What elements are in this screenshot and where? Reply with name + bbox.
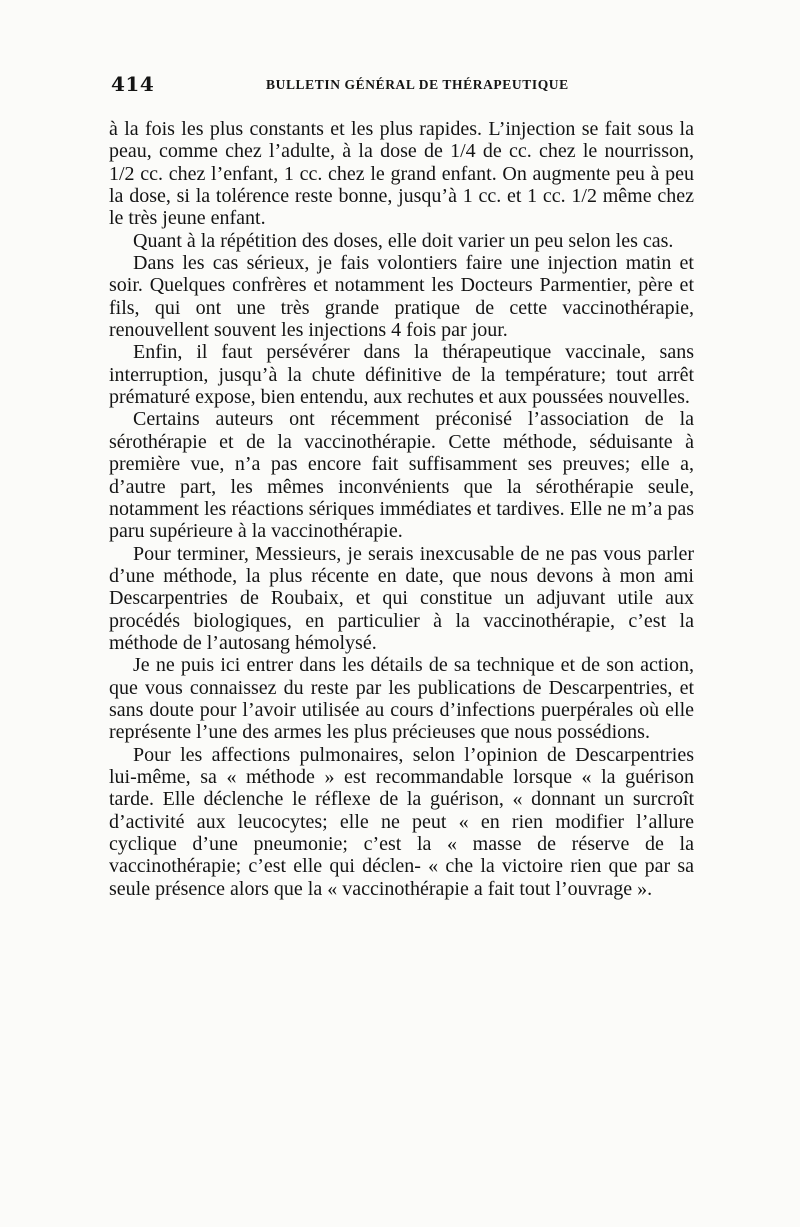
page-number: 414 [111, 72, 155, 96]
paragraph-persevere: Enfin, il faut persévérer dans la thérapeutique vaccinale, sans interruption, jusqu’à la chute définitive de la température; tout arrêt prématuré expose, bien entendu, aux rechutes et aux poussées nouvelles. [109, 341, 694, 409]
running-head [108, 72, 698, 102]
paragraph-pulmonary-affections: Pour les affections pulmonaires, selon l’opinion de Descarpentries lui-même, sa « méthode » est recommandable lorsque « la guérison tarde. Elle déclenche le réflexe de la guérison, « donnant un surcroît d’activité aux leucocytes; elle ne peut « en rien modifier l’allure cyclique d’une pneumonie; c’est la « masse de réserve de la vaccinothérapie; c’est elle qui déclen- « che la victoire rien que par sa seule présence alors que la « vaccinothérapie a fait tout l’ouvrage ». [109, 743, 694, 900]
paragraph-technique: Je ne puis ici entrer dans les détails de sa technique et de son action, que vous connaissez du reste par les publications de Descarpentries, et sans doute pour l’avoir utilisée au cours d’infections puerpérales où elle représente l’une des armes les plus précieuses que nous possédions. [109, 654, 694, 744]
paragraph-serious-cases: Dans les cas sérieux, je fais volontiers faire une injection matin et soir. Quelques confrères et notamment les Docteurs Parmentier, père et fils, qui ont une très grande pratique de cette vaccinothérapie, renouvellent souvent les injections 4 fois par jour. [109, 252, 694, 342]
body-text [109, 118, 694, 900]
paragraph-autosang-method: Pour terminer, Messieurs, je serais inexcusable de ne pas vous parler d’une méthode, la plus récente en date, que nous devons à mon ami Descarpentries de Roubaix, et qui constitue un adjuvant utile aux procédés biologiques, en particulier à la vaccinothérapie, c’est la méthode de l’autosang hémolysé. [109, 542, 694, 654]
paragraph-serotherapy: Certains auteurs ont récemment préconisé l’association de la sérothérapie et de la vaccinothérapie. Cette méthode, séduisante à première vue, n’a pas encore fait suffisamment ses preuves; elle a, d’autre part, les mêmes inconvénients que la sérothérapie seule, notamment les réactions sériques immédiates et tardives. Elle ne m’a pas paru supérieure à la vaccinothérapie. [109, 408, 694, 543]
journal-title: BULLETIN GÉNÉRAL DE THÉRAPEUTIQUE [266, 77, 569, 92]
paragraph-injection-dosage: à la fois les plus constants et les plus rapides. L’injection se fait sous la peau, comme chez l’adulte, à la dose de 1/4 de cc. chez le nourrisson, 1/2 cc. chez l’enfant, 1 cc. chez le grand enfant. On augmente peu à peu la dose, si la tolérence reste bonne, jusqu’à 1 cc. et 1 cc. 1/2 même chez le très jeune enfant. [109, 118, 694, 230]
paragraph-dose-repetition: Quant à la répétition des doses, elle doit varier un peu selon les cas. [133, 229, 674, 252]
